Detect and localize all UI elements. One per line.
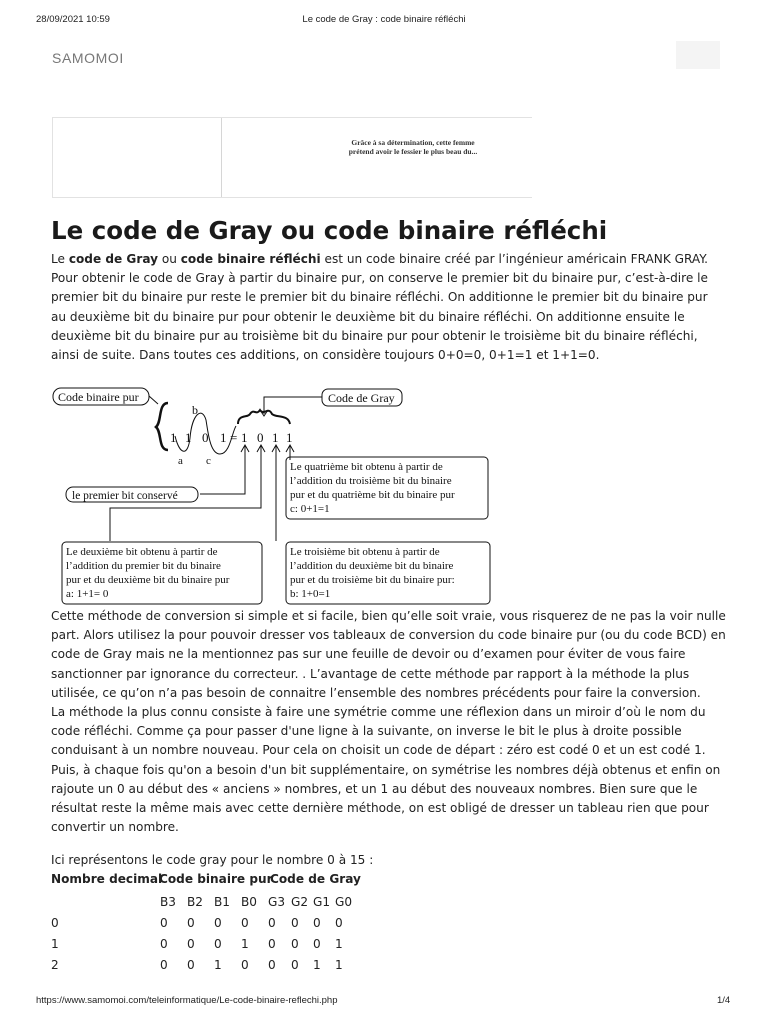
page-title: Le code de Gray ou code binaire réfléchi: [51, 216, 608, 245]
letter-a: a: [178, 455, 183, 467]
gray-digit: 1: [286, 430, 293, 445]
cell-decimal: 1: [51, 937, 59, 951]
binary-digit: 1: [185, 430, 192, 445]
cell-bit: 0: [214, 916, 222, 930]
gray-digit: 1: [272, 430, 279, 445]
binary-digit: 0: [202, 430, 209, 445]
cell-bit: 0: [187, 937, 195, 951]
label-premier: le premier bit conservé: [72, 490, 178, 502]
cell-bit: 0: [291, 958, 299, 972]
box-deuxieme-line: pur et du deuxième bit du binaire pur: [66, 574, 230, 586]
body-line: utilisée, ce qu’on n’a pas besoin de connaitre l’ensemble des nombres précédents pour faire la conversion.: [51, 685, 701, 700]
subheader-b3: B3: [160, 895, 176, 909]
body-paragraph: [51, 607, 731, 837]
cell-bit: 0: [160, 916, 168, 930]
cell-bit: 0: [160, 937, 168, 951]
box-quatrieme-line: l’addition du troisième bit du binaire: [290, 475, 452, 487]
cell-bit: 0: [291, 916, 299, 930]
cell-bit: 1: [214, 958, 222, 972]
site-logo[interactable]: SAMOMOI: [52, 50, 124, 66]
label-binaire-pointer: [149, 396, 158, 404]
box-troisieme-line: Le troisième bit obtenu à partir de: [290, 546, 440, 558]
subheader-b1: B1: [214, 895, 230, 909]
cell-decimal: 2: [51, 958, 59, 972]
print-page-number: 1/4: [717, 995, 731, 1006]
header-placeholder: [676, 41, 720, 69]
subheader-g2: G2: [291, 895, 309, 909]
letter-c: c: [206, 455, 211, 467]
cell-bit: 1: [335, 958, 343, 972]
intro-line: ainsi de suite. Dans toutes ces additions, on considère toujours 0+0=0, 0+1=1 et 1+1=0.: [51, 348, 600, 363]
header-decimal: Nombre decimal: [51, 872, 163, 886]
binary-digit: 1: [170, 430, 177, 445]
curly-brace: [156, 403, 168, 450]
intro-line: [51, 250, 731, 269]
body-line: conduisant à un nombre nouveau. Pour cela on choisit un code de départ : zéro est codé 0 et un est codé 1.: [51, 743, 706, 758]
cell-bit: 0: [214, 937, 222, 951]
ad-text-line2: prétend avoir le fessier le plus beau du...: [348, 147, 478, 156]
gray-pointer: [264, 397, 322, 414]
body-line: part. Alors utilisez la pour pouvoir dresser vos tableaux de conversion du code binaire pur (ou du code BCD) en: [51, 628, 726, 643]
print-title: Le code de Gray : code binaire réfléchi: [302, 14, 466, 25]
subheader-b2: B2: [187, 895, 203, 909]
cell-bit: 0: [241, 958, 249, 972]
box-deuxieme-line: l’addition du premier bit du binaire: [66, 560, 221, 572]
cell-bit: 0: [268, 937, 276, 951]
binary-digit: 1: [220, 430, 227, 445]
box-quatrieme-line: pur et du quatrième bit du binaire pur: [290, 489, 455, 501]
intro-line: Pour obtenir le code de Gray à partir du binaire pur, on conserve le premier bit du binaire pur, c’est-à-dire le: [51, 271, 708, 286]
table-intro-text: Ici représentons le code gray pour le nombre 0 à 15 :: [51, 853, 374, 867]
body-line: Cette méthode de conversion si simple et si facile, bien qu’elle soit vraie, vous risquerez de ne pas la voir nulle: [51, 609, 726, 623]
subheader-b0: B0: [241, 895, 257, 909]
ad-divider: [221, 118, 222, 197]
subheader-g3: G3: [268, 895, 286, 909]
cell-bit: 0: [187, 916, 195, 930]
text: Le: [51, 252, 69, 266]
print-url[interactable]: https://www.samomoi.com/teleinformatique/Le-code-binaire-reflechi.php: [36, 995, 338, 1006]
box-deuxieme-line: a: 1+1= 0: [66, 588, 109, 600]
advertisement[interactable]: [52, 117, 532, 198]
body-line: convertir un nombre.: [51, 820, 179, 835]
cell-bit: 1: [241, 937, 249, 951]
cell-bit: 1: [313, 958, 321, 972]
table-intro: [51, 851, 731, 870]
box-troisieme-line: pur et du troisième bit du binaire pur:: [290, 574, 455, 586]
body-line: Puis, à chaque fois qu'on a besoin d'un bit supplémentaire, on symétrise les nombres déjà obtenus et enfin on: [51, 762, 721, 777]
cell-bit: 0: [291, 937, 299, 951]
term-code-binaire-reflechi: code binaire réfléchi: [180, 252, 321, 266]
cell-bit: 0: [313, 937, 321, 951]
box-quatrieme-line: Le quatrième bit obtenu à partir de: [290, 461, 443, 473]
gray-digit: 1: [241, 430, 248, 445]
gray-code-diagram: [50, 384, 498, 608]
body-line: résultat reste la même mais avec cette dernière méthode, on est obligé de dresser un tableau rien que pour: [51, 801, 709, 816]
text: ou: [158, 252, 181, 266]
cell-bit: 0: [268, 916, 276, 930]
body-line: code de Gray mais ne la mentionnez pas sur une feuille de devoir ou d’examen pour éviter de vous faire: [51, 647, 686, 662]
body-line: sanctionner par ignorance du correcteur. . L’avantage de cette méthode par rapport à la méthode la plus: [51, 666, 690, 681]
intro-line: premier bit du binaire pur reste le premier bit du binaire réfléchi. On additionne le premier bit du binaire pur: [51, 290, 708, 305]
equals-sign: =: [230, 430, 238, 445]
box-troisieme-line: b: 1+0=1: [290, 588, 331, 600]
body-line: rajoute un 0 au début des « anciens » nombres, et un 1 au début des nouveaux nombres. Bien sure que le: [51, 781, 698, 796]
text: est un code binaire créé par l’ingénieur américain FRANK GRAY.: [320, 252, 709, 266]
label-binaire: Code binaire pur: [58, 390, 139, 404]
cell-bit: 0: [335, 916, 343, 930]
cell-bit: 0: [187, 958, 195, 972]
box-deuxieme-line: Le deuxième bit obtenu à partir de: [66, 546, 218, 558]
box-troisieme-line: l’addition du deuxième bit du binaire: [290, 560, 454, 572]
cell-bit: 0: [268, 958, 276, 972]
ad-text-line1: Grâce à sa détermination, cette femme: [351, 138, 475, 147]
subheader-g1: G1: [313, 895, 331, 909]
cell-bit: 0: [160, 958, 168, 972]
cell-bit: 0: [241, 916, 249, 930]
intro-line: deuxième bit du binaire pur au troisième bit du binaire pur pour obtenir le troisième bit du binaire réfléchi,: [51, 328, 698, 343]
subheader-g0: G0: [335, 895, 353, 909]
intro-paragraph: [51, 250, 731, 365]
cell-bit: 0: [313, 916, 321, 930]
header-gray: Code de Gray: [270, 872, 361, 886]
body-line: code réfléchi. Comme ça pour passer d'une ligne à la suivante, on inverse le bit le plus à droite possible: [51, 724, 682, 739]
label-gray: Code de Gray: [328, 391, 395, 405]
letter-b: b: [192, 403, 198, 417]
ad-text[interactable]: [293, 138, 533, 156]
gray-digit: 0: [257, 430, 264, 445]
body-line: La méthode la plus connu consiste à faire une symétrie comme une réflexion dans un miroir d’où le nom du: [51, 705, 706, 720]
intro-line: au deuxième bit du binaire pur pour obtenir le deuxième bit du binaire réfléchi. On additionne ensuite le: [51, 309, 685, 324]
term-code-de-gray: code de Gray: [68, 252, 158, 266]
cell-decimal: 0: [51, 916, 59, 930]
box-quatrieme-line: c: 0+1=1: [290, 503, 330, 515]
cell-bit: 1: [335, 937, 343, 951]
header-binaire: Code binaire pur: [159, 872, 273, 886]
print-date: 28/09/2021 10:59: [36, 14, 110, 25]
